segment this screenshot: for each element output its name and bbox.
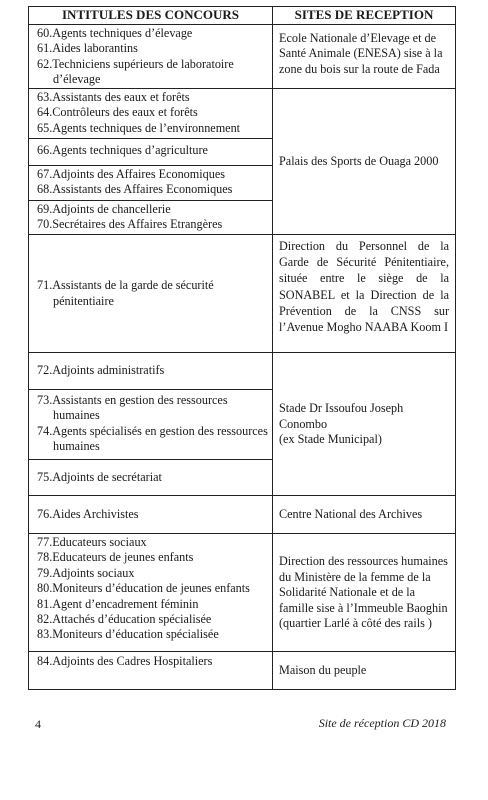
concours-cell <box>29 139 273 166</box>
concours-item: 82.Attachés d’éducation spécialisée <box>37 612 212 627</box>
table-row <box>29 89 456 139</box>
table-row <box>29 25 456 89</box>
concours-cell <box>29 390 273 460</box>
site-cell <box>273 652 456 690</box>
footer-site-label: Site de réception CD 2018 <box>318 716 446 730</box>
table-row <box>29 496 456 534</box>
concours-item: 83.Moniteurs d’éducation spécialisée <box>37 627 219 642</box>
site-cell <box>273 25 456 89</box>
concours-item: 71.Assistants de la garde de sécurité pénitentiaire <box>37 278 214 308</box>
concours-cell <box>29 496 273 534</box>
site-text: Palais des Sports de Ouaga 2000 <box>279 154 439 169</box>
concours-item: 79.Adjoints sociaux <box>37 565 135 580</box>
site-text <box>273 398 455 449</box>
table-row <box>29 534 456 652</box>
concours-item: 60.Agents techniques d’élevage <box>37 26 193 40</box>
concours-cell <box>29 89 273 139</box>
concours-item: 81.Agent d’encadrement féminin <box>37 596 199 611</box>
table-row <box>29 353 456 390</box>
concours-item: 70.Secrétaires des Affaires Etrangères <box>37 217 223 232</box>
concours-item: 78.Educateurs de jeunes enfants <box>37 550 194 565</box>
concours-item: 77.Educateurs sociaux <box>37 535 147 549</box>
concours-item: 62.Techniciens supérieurs de laboratoire d’élevage <box>37 56 234 87</box>
concours-item: 76.Aides Archivistes <box>37 506 139 521</box>
site-cell <box>273 534 456 652</box>
header-intitules: INTITULES DES CONCOURS <box>29 7 273 25</box>
concours-cell <box>29 201 273 235</box>
concours-item: 61.Aides laborantins <box>37 41 138 56</box>
concours-item: 80.Moniteurs d’éducation de jeunes enfants <box>37 581 250 596</box>
site-line: (ex Stade Municipal) <box>279 432 382 447</box>
concours-cell <box>29 25 273 89</box>
concours-item: 68.Assistants des Affaires Economiques <box>37 182 233 197</box>
concours-item: 84.Adjoints des Cadres Hospitaliers <box>37 654 213 668</box>
concours-table <box>28 6 456 690</box>
concours-item: 74.Agents spécialisés en gestion des ressources humaines <box>37 423 268 454</box>
site-cell <box>273 496 456 534</box>
concours-cell <box>29 460 273 496</box>
concours-cell <box>29 353 273 390</box>
concours-item: 64.Contrôleurs des eaux et forêts <box>37 105 198 120</box>
header-sites: SITES DE RECEPTION <box>273 7 456 25</box>
site-cell <box>273 235 456 353</box>
table-row <box>29 235 456 353</box>
site-text: Direction des ressources humaines du Ministère de la femme de la Solidarité Nationale et de la famille sise à l’Immeuble Baoghin (quartier Larlé à côté des rails ) <box>279 554 448 631</box>
page-number: 4 <box>35 717 41 731</box>
site-cell <box>273 353 456 496</box>
concours-item: 75.Adjoints de secrétariat <box>37 469 162 484</box>
concours-item: 63.Assistants des eaux et forêts <box>37 90 190 104</box>
concours-cell <box>29 235 273 353</box>
site-text: Centre National des Archives <box>279 507 423 522</box>
table-row <box>29 652 456 690</box>
site-cell <box>273 89 456 235</box>
concours-item: 67.Adjoints des Affaires Economiques <box>37 167 225 181</box>
site-line: Conombo <box>279 416 328 431</box>
site-text: Direction du Personnel de la Garde de Sécurité Pénitentiaire, située entre le siège de la SONABEL et la Direction de la Prévention de la CNSS sur l’Avenue Mogho NAABA Koom I <box>279 239 449 335</box>
site-line: Stade Dr Issoufou Joseph <box>279 401 404 416</box>
site-text: Maison du peuple <box>279 663 367 678</box>
concours-item: 73.Assistants en gestion des ressources humaines <box>37 393 228 423</box>
concours-item: 66.Agents techniques d’agriculture <box>37 143 208 157</box>
concours-cell <box>29 534 273 652</box>
concours-item: 72.Adjoints administratifs <box>37 363 165 378</box>
table-header-row <box>29 7 456 25</box>
concours-cell <box>29 166 273 201</box>
concours-item: 65.Agents techniques de l’environnement <box>37 120 241 135</box>
concours-cell <box>29 652 273 690</box>
concours-item: 69.Adjoints de chancellerie <box>37 202 171 216</box>
site-text: Ecole Nationale d’Elevage et de Santé Animale (ENESA) sise à la zone du bois sur la route de Fada <box>279 31 443 76</box>
